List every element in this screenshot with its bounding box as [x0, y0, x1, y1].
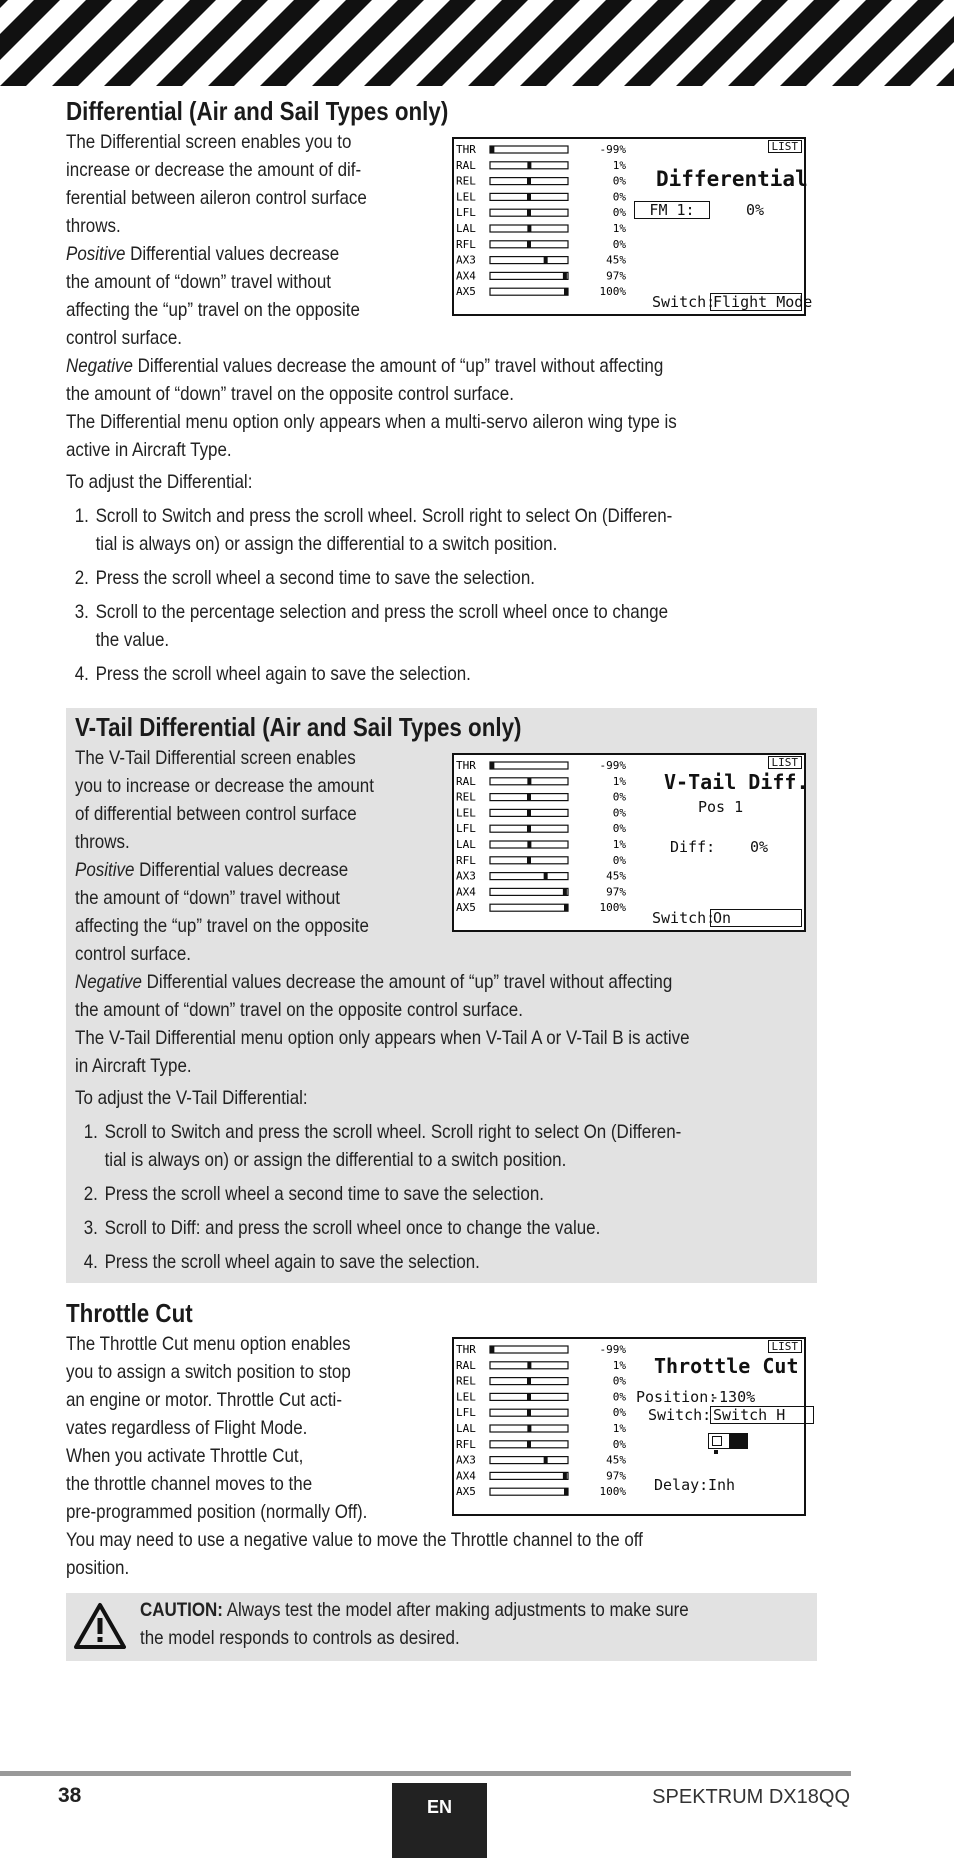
channel-value: -99% [599, 759, 626, 772]
channel-value: 1% [612, 158, 626, 172]
note-line: The Differential menu option only appears when a multi-servo aileron wing type is [66, 411, 677, 433]
intro-line: The V-Tail Differential screen enables [75, 747, 356, 769]
steps-list [75, 1118, 832, 1276]
channel-bar-marker [527, 778, 531, 785]
channel-bar-marker [544, 257, 548, 264]
caution-line: the model responds to controls as desired. [140, 1627, 460, 1649]
channel-value: 0% [612, 237, 626, 251]
channel-value: 0% [612, 206, 626, 220]
channel-value: 97% [606, 1469, 626, 1483]
channel-name: REL [456, 790, 476, 804]
channel-bar-marker [544, 873, 548, 880]
steps-list [66, 502, 823, 688]
channel-bar-marker [527, 1362, 531, 1369]
positive-line: Positive Differential values decrease [66, 243, 340, 265]
delay-label: Delay: [654, 1476, 709, 1494]
channel-name: AX3 [456, 1453, 476, 1467]
intro-line: an engine or motor. Throttle Cut acti- [66, 1389, 342, 1411]
position-value[interactable]: -130% [710, 1388, 756, 1406]
positive-line: the amount of “down” travel without [75, 887, 340, 909]
list-button[interactable]: LIST [768, 1340, 803, 1353]
intro-line: the throttle channel moves to the [66, 1473, 313, 1495]
channel-bar-frame [490, 1472, 568, 1479]
positive-line: Positive Differential values decrease [75, 859, 349, 881]
intro-line: ferential between aileron control surface [66, 187, 367, 209]
channel-bar-marker [527, 857, 531, 864]
list-item: 3. Scroll to the percentage selection and press the scroll wheel once to change the value. [74, 601, 669, 651]
channel-value: -99% [599, 143, 626, 156]
language-tab: EN [392, 1783, 487, 1858]
section-title: Differential (Air and Sail Types only) [66, 96, 449, 126]
channel-bar-frame [490, 257, 568, 264]
note-line: active in Aircraft Type. [66, 439, 232, 461]
intro-line: The Throttle Cut menu option enables [66, 1333, 351, 1355]
section-differential-body [66, 352, 817, 694]
section-throttle-body [66, 1526, 817, 1582]
channel-name: REL [456, 1374, 476, 1388]
positive-line: the amount of “down” travel without [66, 271, 331, 293]
section-title: V-Tail Differential (Air and Sail Types only) [75, 712, 522, 742]
channel-bars [454, 139, 629, 311]
negative-line: Negative Differential values decrease the amount of “up” travel without affecting [75, 971, 673, 993]
switch-field[interactable]: Flight Mode [710, 293, 802, 311]
channel-value: 0% [612, 1390, 626, 1404]
channel-value: 0% [612, 1406, 626, 1420]
channel-name: THR [456, 143, 476, 156]
channel-name: LFL [456, 206, 476, 220]
delay-value[interactable]: Inh [708, 1476, 736, 1494]
intro-line: increase or decrease the amount of dif- [66, 159, 362, 181]
channel-name: LEL [456, 190, 476, 204]
caution-label: CAUTION: [140, 1599, 223, 1621]
channel-name: AX4 [456, 269, 476, 283]
channel-value: -99% [599, 1343, 626, 1356]
channel-value: 100% [599, 1485, 626, 1499]
diff-label: Diff: [670, 838, 716, 856]
list-item: 1. Scroll to Switch and press the scroll wheel. Scroll right to select On (Differen- tial is always on) or assign the differential to a switch position. [83, 1121, 682, 1171]
channel-value: 97% [606, 885, 626, 899]
channel-value: 45% [606, 869, 626, 883]
note-line: The V-Tail Differential menu option only appears when V-Tail A or V-Tail B is active [75, 1027, 690, 1049]
channel-value: 1% [612, 1422, 626, 1435]
switch-label: Switch: [648, 1406, 712, 1424]
list-button[interactable]: LIST [768, 140, 803, 153]
channel-monitor [454, 755, 629, 932]
channel-bar-frame [490, 888, 568, 895]
channel-bar-frame [490, 904, 568, 911]
intro-line: throws. [66, 215, 121, 237]
positive-line: affecting the “up” travel on the opposite [75, 915, 369, 937]
intro-line: throws. [75, 831, 130, 853]
channel-name: LAL [456, 222, 476, 235]
channel-bar-marker [527, 241, 531, 248]
channel-bar-marker [527, 225, 531, 232]
channel-bar-marker [527, 178, 531, 185]
channel-bar-marker [490, 146, 494, 153]
channel-bar-marker [527, 1378, 531, 1385]
hazard-stripe-banner [0, 0, 954, 86]
screen-title: V-Tail Diff. [664, 770, 809, 794]
channel-value: 100% [599, 285, 626, 299]
section-vtail-intro [66, 744, 446, 968]
channel-bar-marker [564, 1488, 568, 1495]
channel-value: 0% [612, 853, 626, 867]
channel-bar-marker [490, 1346, 494, 1353]
channel-value: 1% [612, 774, 626, 788]
channel-bar-frame [490, 146, 568, 153]
channel-name: LFL [456, 822, 476, 836]
channel-bar-marker [527, 209, 531, 216]
product-name: SPEKTRUM DX18QQ [652, 1786, 850, 1808]
channel-value: 0% [612, 190, 626, 204]
channel-value: 0% [612, 822, 626, 836]
channel-bar-frame [490, 1488, 568, 1495]
channel-name: RAL [456, 158, 476, 172]
channel-name: LFL [456, 1406, 476, 1420]
diff-value[interactable]: 0% [750, 838, 769, 856]
positive-word: Positive [66, 243, 126, 265]
channel-bar-frame [490, 873, 568, 880]
channel-monitor [454, 139, 629, 316]
channel-name: RAL [456, 774, 476, 788]
channel-name: AX3 [456, 253, 476, 267]
section-vtail-body [66, 968, 817, 1282]
channel-name: LAL [456, 1422, 476, 1435]
channel-name: RFL [456, 237, 476, 251]
position-label: Pos 1 [698, 798, 744, 816]
channel-bar-marker [527, 825, 531, 832]
channel-value: 1% [612, 1358, 626, 1372]
caution-line: CAUTION: Always test the model after making adjustments to make sure [140, 1599, 689, 1621]
caution-box [66, 1593, 817, 1661]
list-item: 4. Press the scroll wheel again to save the selection. [74, 663, 471, 685]
channel-bar-marker [527, 809, 531, 816]
position-label: Position: [636, 1388, 718, 1406]
list-item: 1. Scroll to Switch and press the scroll wheel. Scroll right to select On (Differen- tial is always on) or assign the differential to a switch position. [74, 505, 673, 555]
channel-value: 0% [612, 790, 626, 804]
footer-rule [0, 1771, 851, 1776]
list-item: 2. Press the scroll wheel a second time to save the selection. [74, 567, 536, 589]
body-line: You may need to use a negative value to move the Throttle channel to the off [66, 1529, 643, 1551]
channel-bar-marker [527, 1409, 531, 1416]
adjust-heading: To adjust the Differential: [66, 471, 253, 493]
channel-bar-marker [563, 888, 567, 895]
channel-value: 1% [612, 222, 626, 235]
channel-bar-frame [490, 1346, 568, 1353]
channel-value: 100% [599, 901, 626, 915]
switch-position-indicator [708, 1433, 748, 1449]
lcd-screen-throttle-cut [452, 1337, 806, 1516]
intro-line: of differential between control surface [75, 803, 357, 825]
channel-name: AX5 [456, 285, 476, 299]
switch-field[interactable]: On [710, 909, 802, 927]
section-differential [66, 96, 817, 127]
intro-line: vates regardless of Flight Mode. [66, 1417, 308, 1439]
channel-name: AX4 [456, 885, 476, 899]
positive-word: Positive [75, 859, 135, 881]
channel-name: LEL [456, 806, 476, 820]
channel-bar-marker [527, 794, 531, 801]
channel-bar-frame [490, 288, 568, 295]
channel-name: RFL [456, 853, 476, 867]
negative-line: the amount of “down” travel on the opposite control surface. [75, 999, 523, 1021]
screen-title: Differential [656, 167, 808, 191]
list-item: 2. Press the scroll wheel a second time to save the selection. [83, 1183, 545, 1205]
intro-line: The Differential screen enables you to [66, 131, 352, 153]
channel-name: THR [456, 1343, 476, 1356]
channel-value: 97% [606, 269, 626, 283]
channel-bar-marker [527, 193, 531, 200]
lcd-screen-differential [452, 137, 813, 316]
channel-bar-marker [527, 1425, 531, 1432]
channel-monitor [454, 1339, 629, 1516]
channel-bars [454, 1339, 629, 1511]
list-button[interactable]: LIST [768, 756, 803, 769]
warning-icon [74, 1602, 126, 1650]
positive-line: control surface. [66, 327, 182, 349]
intro-line: you to assign a switch position to stop [66, 1361, 351, 1383]
channel-bar-marker [527, 841, 531, 848]
adjust-heading: To adjust the V-Tail Differential: [75, 1087, 308, 1109]
channel-name: AX5 [456, 901, 476, 915]
channel-name: AX5 [456, 1485, 476, 1499]
channel-name: THR [456, 759, 476, 772]
channel-bar-marker [563, 1472, 567, 1479]
channel-bar-frame [490, 272, 568, 279]
body-line: position. [66, 1557, 130, 1579]
note-line: in Aircraft Type. [75, 1055, 192, 1077]
channel-bar-marker [564, 288, 568, 295]
channel-bar-frame [490, 1457, 568, 1464]
flight-mode-field[interactable]: FM 1: [634, 201, 710, 219]
channel-bar-frame [490, 762, 568, 769]
switch-label: Switch: [652, 909, 716, 927]
channel-name: AX4 [456, 1469, 476, 1483]
section-throttle-intro [66, 1330, 446, 1526]
switch-label: Switch: [652, 293, 716, 311]
channel-bar-marker [527, 162, 531, 169]
channel-name: REL [456, 174, 476, 188]
channel-bar-marker [527, 1393, 531, 1400]
channel-bar-marker [527, 1441, 531, 1448]
channel-bar-marker [490, 762, 494, 769]
channel-value: 0% [612, 1374, 626, 1388]
screen-title: Throttle Cut [654, 1354, 799, 1378]
channel-bar-marker [563, 272, 567, 279]
negative-line: Negative Differential values decrease the amount of “up” travel without affecting [66, 355, 664, 377]
channel-bars [454, 755, 629, 927]
switch-field[interactable]: Switch H [710, 1406, 814, 1424]
differential-value[interactable]: 0% [746, 201, 765, 219]
channel-bar-marker [564, 904, 568, 911]
list-item: 3. Scroll to Diff: and press the scroll wheel once to change the value. [83, 1217, 601, 1239]
positive-line: affecting the “up” travel on the opposite [66, 299, 360, 321]
section-vtail [66, 712, 817, 743]
channel-name: LAL [456, 838, 476, 851]
positive-line: control surface. [75, 943, 191, 965]
channel-name: LEL [456, 1390, 476, 1404]
section-throttle-cut [66, 1298, 817, 1329]
channel-value: 0% [612, 806, 626, 820]
channel-value: 45% [606, 253, 626, 267]
channel-value: 0% [612, 1437, 626, 1451]
channel-value: 0% [612, 174, 626, 188]
intro-line: you to increase or decrease the amount [75, 775, 374, 797]
channel-name: AX3 [456, 869, 476, 883]
negative-word: Negative [75, 971, 142, 993]
list-item: 4. Press the scroll wheel again to save the selection. [83, 1251, 480, 1273]
channel-value: 1% [612, 838, 626, 851]
channel-bar-marker [544, 1457, 548, 1464]
channel-value: 45% [606, 1453, 626, 1467]
negative-word: Negative [66, 355, 133, 377]
page-number: 38 [58, 1784, 82, 1807]
section-title: Throttle Cut [66, 1298, 193, 1328]
channel-name: RFL [456, 1437, 476, 1451]
channel-name: RAL [456, 1358, 476, 1372]
intro-line: When you activate Throttle Cut, [66, 1445, 304, 1467]
section-differential-intro [66, 128, 446, 352]
lcd-screen-vtail [452, 753, 809, 932]
intro-line: pre-programmed position (normally Off). [66, 1501, 368, 1523]
negative-line: the amount of “down” travel on the opposite control surface. [66, 383, 514, 405]
